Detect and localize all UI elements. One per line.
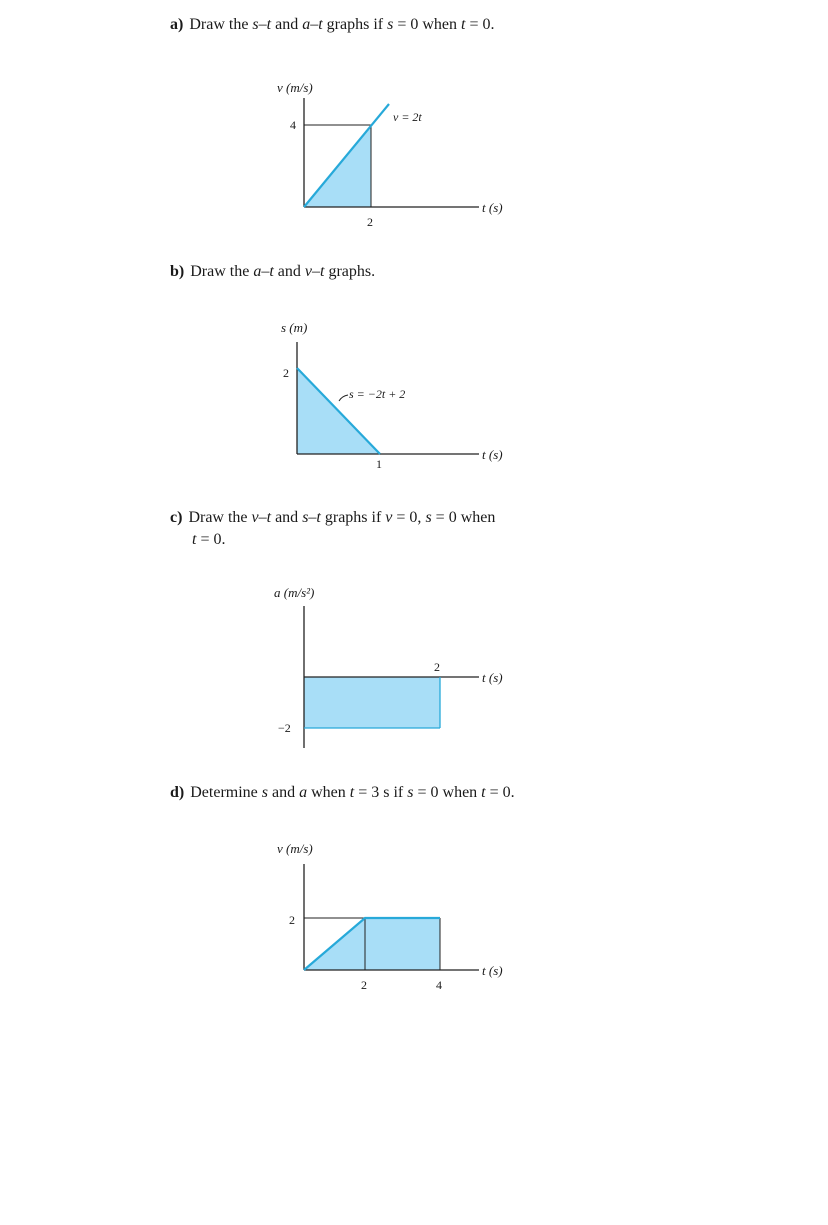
text: t bbox=[461, 16, 466, 33]
text: v–t bbox=[304, 263, 325, 280]
text: Determine bbox=[190, 784, 262, 801]
text: s bbox=[425, 509, 432, 526]
text: = 3 s if bbox=[354, 784, 408, 801]
y-axis-label: a (m/s²) bbox=[274, 585, 315, 600]
text: a–t bbox=[302, 16, 323, 33]
problem-label: d) bbox=[170, 784, 185, 801]
equation-label: v = 2t bbox=[393, 110, 422, 124]
x-axis-label: t (s) bbox=[482, 670, 503, 685]
text: = 0. bbox=[196, 531, 226, 548]
y-axis-label: v (m/s) bbox=[277, 80, 313, 95]
y-axis-label: s (m) bbox=[281, 320, 308, 335]
x-tick-label: 2 bbox=[434, 660, 440, 674]
y-tick-label: 2 bbox=[283, 366, 289, 380]
area-under-curve bbox=[304, 918, 440, 970]
text: Draw the bbox=[189, 16, 253, 33]
text: = 0 when bbox=[413, 784, 482, 801]
text: and bbox=[271, 16, 303, 33]
text: t bbox=[349, 784, 355, 801]
problem-label: c) bbox=[170, 509, 183, 526]
text: s bbox=[387, 16, 394, 33]
text: Draw the bbox=[188, 509, 252, 526]
text: = 0, bbox=[392, 509, 426, 526]
text: t bbox=[192, 531, 197, 548]
x-tick-label: 4 bbox=[436, 978, 442, 992]
text: and bbox=[271, 509, 303, 526]
x-axis-label: t (s) bbox=[482, 447, 503, 462]
text: s bbox=[261, 784, 268, 801]
x-axis-label: t (s) bbox=[482, 200, 503, 215]
text: and bbox=[268, 784, 300, 801]
text: v–t bbox=[251, 509, 272, 526]
text: graphs if bbox=[320, 509, 386, 526]
x-tick-label: 2 bbox=[367, 215, 373, 229]
text: = 0 when bbox=[431, 509, 496, 526]
text: s bbox=[407, 784, 414, 801]
y-tick-label: 4 bbox=[290, 118, 296, 132]
text: = 0 when bbox=[393, 16, 462, 33]
problem-label: b) bbox=[170, 263, 185, 280]
equation-label: s = −2t + 2 bbox=[349, 387, 406, 401]
text: v bbox=[385, 509, 393, 526]
y-tick-label: −2 bbox=[278, 721, 291, 735]
problem-label: a) bbox=[170, 16, 184, 33]
text: s–t bbox=[252, 16, 272, 33]
text: graphs. bbox=[324, 263, 376, 280]
x-tick-label: 1 bbox=[376, 457, 382, 471]
text: = 0. bbox=[465, 16, 495, 33]
text: = 0. bbox=[485, 784, 515, 801]
text: s–t bbox=[302, 509, 321, 526]
text: t bbox=[481, 784, 486, 801]
y-tick-label: 2 bbox=[289, 913, 295, 927]
text: Draw the bbox=[190, 263, 254, 280]
text: a bbox=[299, 784, 308, 801]
text: and bbox=[273, 263, 305, 280]
text: graphs if bbox=[322, 16, 388, 33]
y-axis-label: v (m/s) bbox=[277, 841, 313, 856]
text: when bbox=[307, 784, 350, 801]
text: a–t bbox=[253, 263, 274, 280]
x-tick-label: 2 bbox=[361, 978, 367, 992]
x-axis-label: t (s) bbox=[482, 963, 503, 978]
